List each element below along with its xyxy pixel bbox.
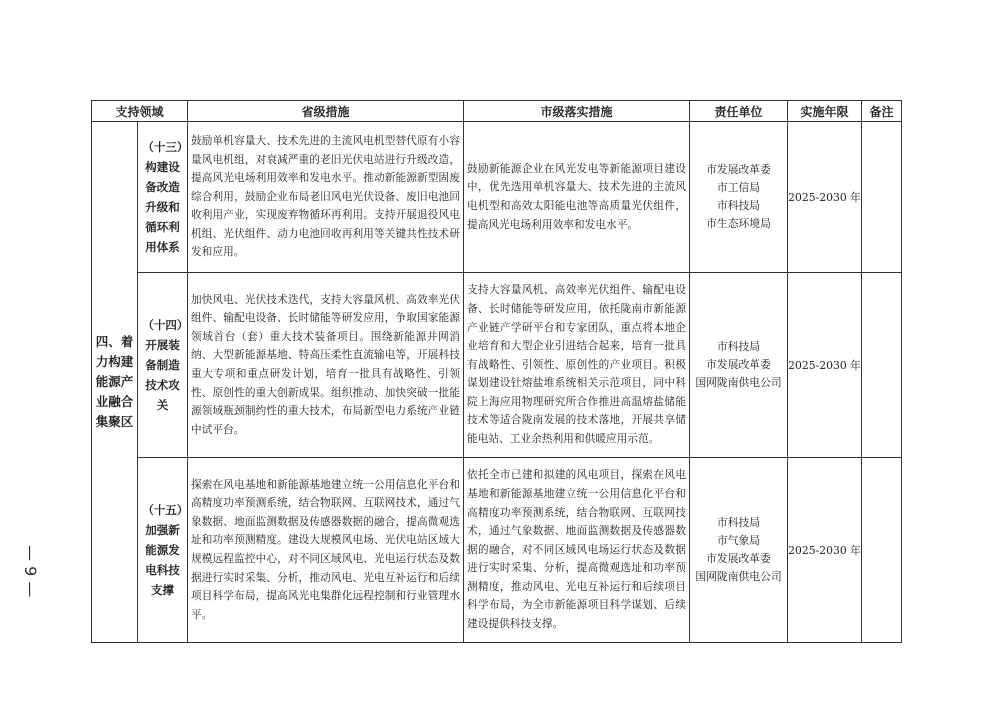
- years-cell: 2025-2030 年: [788, 458, 862, 643]
- note-cell: [862, 122, 902, 273]
- provincial-measure-cell: 探索在风电基地和新能源基地建立统一公用信息化平台和高精度功率预测系统，结合物联网、互联网技术，通过气象数据、地面监测数据及传感器数据的融合，提高微观选址和功率预测精度。建设大规模风电场、光伏电站区域大规模远程监控中心，对不同区域风电、光电运行状态及数据进行实时采集、分析，推动风电、光电互补运行和后续项目科学布局，提高风光电集群化远程控制和行业管理水平。: [188, 458, 464, 643]
- header-provincial: 省级措施: [188, 101, 464, 122]
- header-years: 实施年限: [788, 101, 862, 122]
- header-row: [92, 101, 902, 122]
- unit-name: 市发展改革委: [706, 163, 771, 176]
- provincial-measure-cell: 鼓励单机容量大、技术先进的主流风电机型替代原有小容量风电机组，对衰减严重的老旧光伏电站进行升级改造，提高风光电场利用效率和发电水平。推动新能源新型固废综合利用，鼓励企业布局老旧风电光伏设备、废旧电池回收利用产业，实现废弃物循环再利用。支持开展退役风电机组、光伏组件、动力电池回收再利用等关键共性技术研发和应用。: [188, 122, 464, 273]
- table-row: [92, 273, 902, 458]
- city-measure-cell: 依托全市已建和拟建的风电项目，探索在风电基地和新能源基地建立统一公用信息化平台和高精度功率预测系统，结合物联网、互联网技术，通过气象数据、地面监测数据及传感器数据的融合，对不同区域风电场运行状态及数据进行实时采集、分析，提高微观选址和功率预测精度，推动风电、光电互补运行和后续项目科学布局，为全市新能源项目科学谋划、后续建设提供科技支撑。: [464, 458, 690, 643]
- unit-name: 市工信局: [716, 181, 761, 194]
- unit-name: 市科技局: [716, 199, 761, 212]
- unit-name: 国网陇南供电公司: [695, 376, 782, 389]
- header-note: 备注: [862, 101, 902, 122]
- responsible-unit-cell: [690, 273, 788, 458]
- city-measure-cell: 支持大容量风机、高效率光伏组件、输配电设备、长时储能等研发应用，依托陇南市新能源产业链产学研平台和专家团队，重点将本地企业培育和大型企业引进结合起来，培育一批具有战略性、引领性、原创性的产业项目。积极谋划建设钍熔盐堆系统相关示范项目，同中科院上海应用物理研究所合作推进高温熔盐储能技术等适合陇南发展的技术落地，开展共享储能电站、工业余热利用和供暖应用示范。: [464, 273, 690, 458]
- unit-name: 市气象局: [716, 534, 761, 547]
- unit-name: 市发展改革委: [706, 358, 771, 371]
- responsible-unit-cell: [690, 458, 788, 643]
- unit-name: 市发展改革委: [706, 552, 771, 565]
- unit-name: 市科技局: [716, 340, 761, 353]
- years-cell: 2025-2030 年: [788, 122, 862, 273]
- table-row: [92, 458, 902, 643]
- note-cell: [862, 273, 902, 458]
- unit-name: 市科技局: [716, 516, 761, 529]
- page-number: — 9 —: [21, 545, 40, 598]
- responsible-unit-cell: [690, 122, 788, 273]
- unit-name: 市生态环境局: [706, 217, 771, 230]
- note-cell: [862, 458, 902, 643]
- support-area-cell: 四、着力构建能源产业融合集聚区: [92, 122, 138, 643]
- header-unit: 责任单位: [690, 101, 788, 122]
- sub-area-cell: （十三）构建设备改造升级和循环利用体系: [138, 122, 188, 273]
- years-cell: 2025-2030 年: [788, 273, 862, 458]
- unit-name: 国网陇南供电公司: [695, 570, 782, 583]
- measures-table: [91, 100, 902, 643]
- header-city: 市级落实措施: [464, 101, 690, 122]
- table-row: [92, 122, 902, 273]
- provincial-measure-cell: 加快风电、光伏技术迭代，支持大容量风机、高效率光伏组件、输配电设备、长时储能等研发应用，争取国家能源领域首台（套）重大技术装备项目。围绕新能源并网消纳、大型新能源基地、特高压柔性直流输电等，开展科技重大专项和重点研发计划，培育一批具有战略性、引领性、原创性的重大创新成果。组织推动、加快突破一批能源领域瓶颈制约性的重大技术，布局新型电力系统产业链中试平台。: [188, 273, 464, 458]
- header-area: 支持领域: [92, 101, 188, 122]
- sub-area-cell: （十四）开展装备制造技术攻关: [138, 273, 188, 458]
- city-measure-cell: 鼓励新能源企业在风光发电等新能源项目建设中，优先选用单机容量大、技术先进的主流风电机型和高效太阳能电池等高质量光伏组件，提高风光电场利用效率和发电水平。: [464, 122, 690, 273]
- sub-area-cell: （十五）加强新能源发电科技支撑: [138, 458, 188, 643]
